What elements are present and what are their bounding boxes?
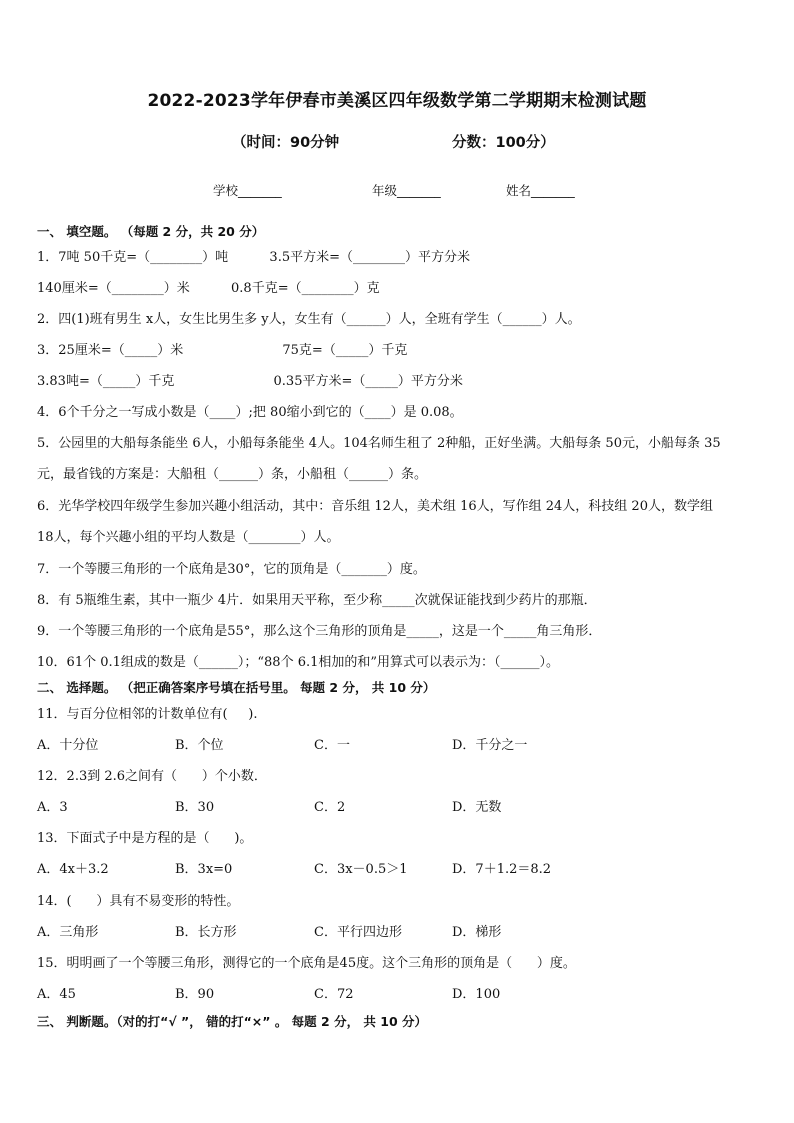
- option-d: D．100: [452, 987, 501, 1002]
- question-line: 140厘米=（________）米 0.8千克=（________）克: [37, 281, 380, 296]
- option-b: B．个位: [175, 738, 224, 753]
- question-line: 5．公园里的大船每条能坐 6人，小船每条能坐 4人。104名师生租了 2种船，正好坐满。大船每条 50元，小船每条 35: [37, 436, 721, 451]
- question-line: 15．明明画了一个等腰三角形，测得它的一个底角是45度。这个三角形的顶角是（ ）度。: [37, 956, 576, 971]
- option-c: C．72: [314, 987, 354, 1002]
- section-heading: 一、 填空题。 （每题 2 分，共 20 分）: [37, 224, 265, 239]
- option-d: D．无数: [452, 800, 502, 815]
- question-line: 18人，每个兴趣小组的平均人数是（________）人。: [37, 530, 340, 545]
- question-line: 6．光华学校四年级学生参加兴趣小组活动，其中：音乐组 12人，美术组 16人，写作组 24人，科技组 20人，数学组: [37, 499, 713, 514]
- name-field: 姓名_______: [506, 183, 575, 198]
- question-line: 3．25厘米=（_____）米 75克=（_____）千克: [37, 343, 408, 358]
- option-b: B．3x=0: [175, 862, 233, 877]
- question-line: 9．一个等腰三角形的一个底角是55°，那么这个三角形的顶角是_____，这是一个_____角三角形．: [37, 624, 602, 639]
- question-line: 2．四(1)班有男生 x人，女生比男生多 y人，女生有（______）人，全班有学生（______）人。: [37, 312, 581, 327]
- option-c: C．平行四边形: [314, 925, 402, 940]
- exam-title: 2022-2023学年伊春市美溪区四年级数学第二学期期末检测试题: [147, 91, 647, 111]
- option-c: C．2: [314, 800, 346, 815]
- question-line: 7．一个等腰三角形的一个底角是30°，它的顶角是（_______）度。: [37, 562, 426, 577]
- question-line: 12．2.3到 2.6之间有（ ）个小数．: [37, 769, 267, 784]
- question-line: 3.83吨=（_____）千克 0.35平方米=（_____）平方分米: [37, 374, 463, 389]
- option-a: A．3: [37, 800, 68, 815]
- question-line: 14．( ）具有不易变形的特性。: [37, 894, 240, 909]
- question-line: 元，最省钱的方案是：大船租（______）条，小船租（______）条。: [37, 467, 428, 482]
- option-b: B．30: [175, 800, 215, 815]
- time-limit: （时间：90分钟: [232, 135, 340, 151]
- option-c: C．3x－0.5＞1: [314, 862, 408, 877]
- question-line: 4．6个千分之一写成小数是（____）;把 80缩小到它的（____）是 0.08。: [37, 405, 463, 420]
- option-a: A．十分位: [37, 738, 99, 753]
- question-line: 1．7吨 50千克=（________）吨 3.5平方米=（________）平方分米: [37, 250, 470, 265]
- option-b: B．90: [175, 987, 215, 1002]
- option-a: A．三角形: [37, 925, 99, 940]
- option-d: D．梯形: [452, 925, 502, 940]
- question-line: 10．61个 0.1组成的数是（______）；“88个 6.1相加的和”用算式可以表示为：（______）。: [37, 655, 560, 670]
- option-b: B．长方形: [175, 925, 237, 940]
- option-d: D．7＋1.2＝8.2: [452, 862, 552, 877]
- option-d: D．千分之一: [452, 738, 528, 753]
- section-heading: 三、 判断题。（对的打“√ ”， 错的打“×” 。 每题 2 分， 共 10 分）: [37, 1014, 428, 1029]
- question-line: 11．与百分位相邻的计数单位有( ).: [37, 707, 258, 722]
- grade-field: 年级_______: [372, 183, 441, 198]
- question-line: 8．有 5瓶维生素，其中一瓶少 4片．如果用天平称，至少称_____次就保证能找到少药片的那瓶．: [37, 593, 597, 608]
- question-line: 13．下面式子中是方程的是（ )。: [37, 831, 253, 846]
- option-c: C．一: [314, 738, 350, 753]
- option-a: A．4x＋3.2: [37, 862, 109, 877]
- option-a: A．45: [37, 987, 76, 1002]
- total-score: 分数：100分）: [452, 135, 555, 151]
- section-heading: 二、 选择题。 （把正确答案序号填在括号里。 每题 2 分， 共 10 分）: [37, 680, 436, 695]
- school-field: 学校_______: [213, 183, 282, 198]
